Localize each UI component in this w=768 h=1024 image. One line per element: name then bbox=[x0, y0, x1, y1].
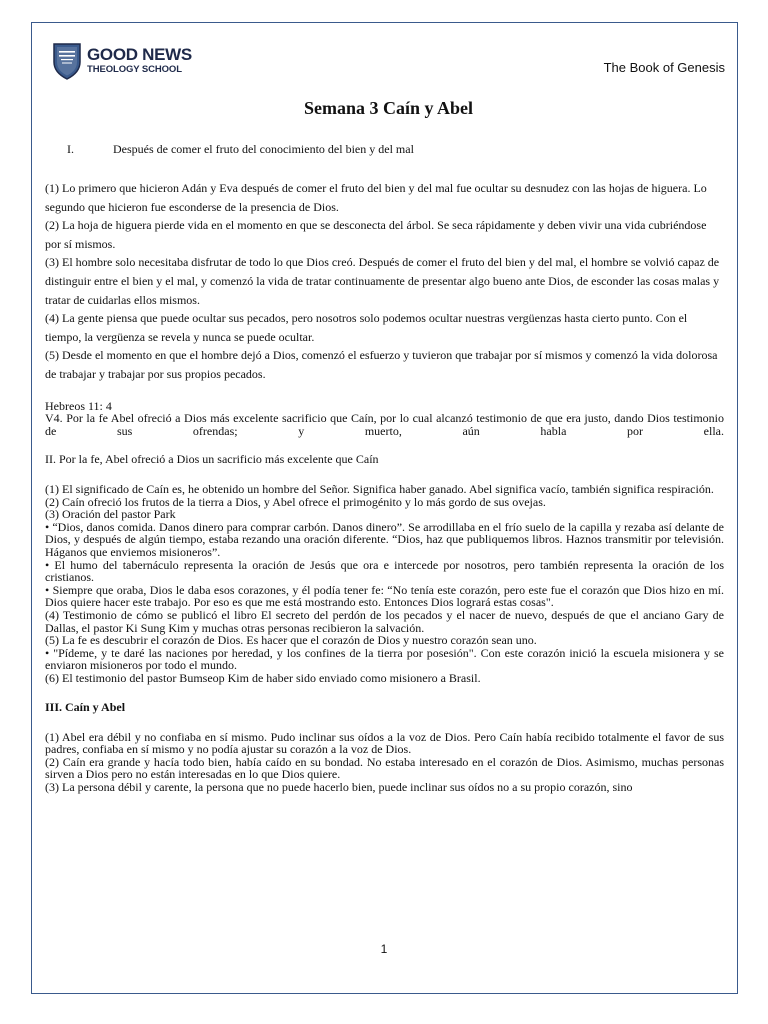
shield-logo-icon bbox=[52, 42, 82, 80]
scripture-reference: Hebreos 11: 4 bbox=[45, 398, 112, 413]
paragraph: (5) La fe es descubrir el corazón de Dios. Es hacer que el corazón de Dios y nuestro corazón sean uno. bbox=[45, 633, 537, 648]
logo-text-secondary: THEOLOGY SCHOOL bbox=[87, 64, 182, 75]
document-body bbox=[45, 96, 724, 794]
book-title: The Book of Genesis bbox=[603, 60, 725, 75]
paragraph: (1) Lo primero que hicieron Adán y Eva después de comer el fruto del bien y del mal fue ocultar su desnudez con las hojas de higuera. Lo segundo que hicieron fue esconderse de la presencia de Dios. bbox=[45, 181, 707, 214]
logo-text-primary: GOOD NEWS bbox=[87, 45, 192, 64]
paragraph: (2) La hoja de higuera pierde vida en el momento en que se desconecta del árbol. Se seca rápidamente y deben vivir una vida cubriéndose por sí mismos. bbox=[45, 218, 707, 251]
section-2-body bbox=[45, 483, 724, 685]
bullet-item: • El humo del tabernáculo representa la oración de Jesús que ora e intercede por nosotros, pero también representa la oración de los cristianos. bbox=[45, 557, 724, 585]
paragraph: (3) Oración del pastor Park bbox=[45, 507, 176, 522]
page-header bbox=[49, 40, 725, 90]
paragraph: (6) El testimonio del pastor Bumseop Kim de haber sido enviado como misionero a Brasil. bbox=[45, 670, 481, 685]
page-number: 1 bbox=[380, 942, 388, 956]
paragraph: (3) El hombre solo necesitaba disfrutar de todo lo que Dios creó. Después de comer el fruto del bien y del mal, el hombre se volvió capaz de distinguir entre el bien y el mal, y comenzó la vida de tratar continuamente de presentar algo bueno ante Dios, de esconder las cosas malas y tratar de cuidarlas ellos mismos. bbox=[45, 255, 720, 307]
section-1-body bbox=[45, 179, 724, 384]
bullet-item: • “Dios, danos comida. Danos dinero para comprar carbón. Danos dinero”. Se arrodillaba en el frío suelo de la capilla y rezaba así delante de Dios, y después de algún tiempo, estaba rezando una oración diferente. “Dios, haz que publiquemos libros. Haznos transmitir por televisión. Háganos que enviemos misioneros”. bbox=[45, 519, 724, 559]
paragraph: (2) Caín ofreció los frutos de la tierra a Dios, y Abel ofrece el primogénito y lo más gordo de sus ovejas. bbox=[45, 494, 546, 509]
section-number: I. bbox=[67, 142, 74, 156]
bullet-item: • "Pídeme, y te daré las naciones por heredad, y los confines de la tierra por posesión". Con este corazón inició la escuela misionera y se enviaron misioneros por todo el mundo. bbox=[45, 645, 724, 673]
section-3-heading: III. Caín y Abel bbox=[45, 699, 126, 714]
section-2-heading: II. Por la fe, Abel ofreció a Dios un sacrificio más excelente que Caín bbox=[45, 452, 379, 467]
paragraph: (2) Caín era grande y hacía todo bien, había caído en su bondad. No estaba interesado en el corazón de Dios. Asimismo, muchas personas sirven a Dios pero no están interesadas en lo que Dios quiere. bbox=[45, 754, 724, 782]
bullet-item: • Siempre que oraba, Dios le daba esos corazones, y él podía tener fe: “No tenía este corazón, pero este fue el corazón que Dios hizo en mí. Dios quiere hacer este trabajo. Por eso es que me está mostrando esto. Entonces Dios logrará estas cosas". bbox=[45, 582, 724, 610]
paragraph: (4) La gente piensa que puede ocultar sus pecados, pero nosotros solo podemos ocultar nuestras vergüenzas hasta cierto punto. Con el tiempo, la vergüenza se revela y nunca se puede ocultar. bbox=[45, 311, 688, 344]
section-3-body bbox=[45, 731, 724, 794]
scripture-block bbox=[45, 400, 724, 438]
section-1-heading bbox=[45, 141, 724, 157]
paragraph: (4) Testimonio de cómo se publicó el libro El secreto del perdón de los pecados y el nacer de nuevo, después de que el anciano Gary de Dallas, el pastor Ki Sung Kim y muchas otras personas recibieron la salvación. bbox=[45, 607, 724, 635]
paragraph: (5) Desde el momento en que el hombre dejó a Dios, comenzó el esfuerzo y tuvieron que trabajar por sí mismos y comenzó la vida dolorosa de trabajar y trabajar por sus propios pecados. bbox=[45, 348, 718, 381]
paragraph: (3) La persona débil y carente, la persona que no puede hacerlo bien, puede inclinar sus oídos no a su propio corazón, sino bbox=[45, 779, 633, 794]
paragraph: (1) Abel era débil y no confiaba en sí mismo. Pudo inclinar sus oídos a la voz de Dios. Pero Caín había recibido totalmente el favor de sus padres, confiaba en sí mismo y no podía ajustar su corazón a la voz de Dios. bbox=[45, 729, 724, 757]
paragraph: (1) El significado de Caín es, he obtenido un hombre del Señor. Significa haber ganado. Abel significa vacío, también significa respiración. bbox=[45, 482, 714, 497]
page-title: Semana 3 Caín y Abel bbox=[303, 98, 474, 118]
scripture-verse: V4. Por la fe Abel ofreció a Dios más excelente sacrificio que Caín, por lo cual alcanzó testimonio de que era justo, dando Dios testimonio de sus ofrendas; y muerto, aún habla por ella. bbox=[45, 411, 724, 438]
section-heading-text: Después de comer el fruto del conocimiento del bien y del mal bbox=[113, 142, 414, 156]
school-logo bbox=[52, 42, 252, 86]
